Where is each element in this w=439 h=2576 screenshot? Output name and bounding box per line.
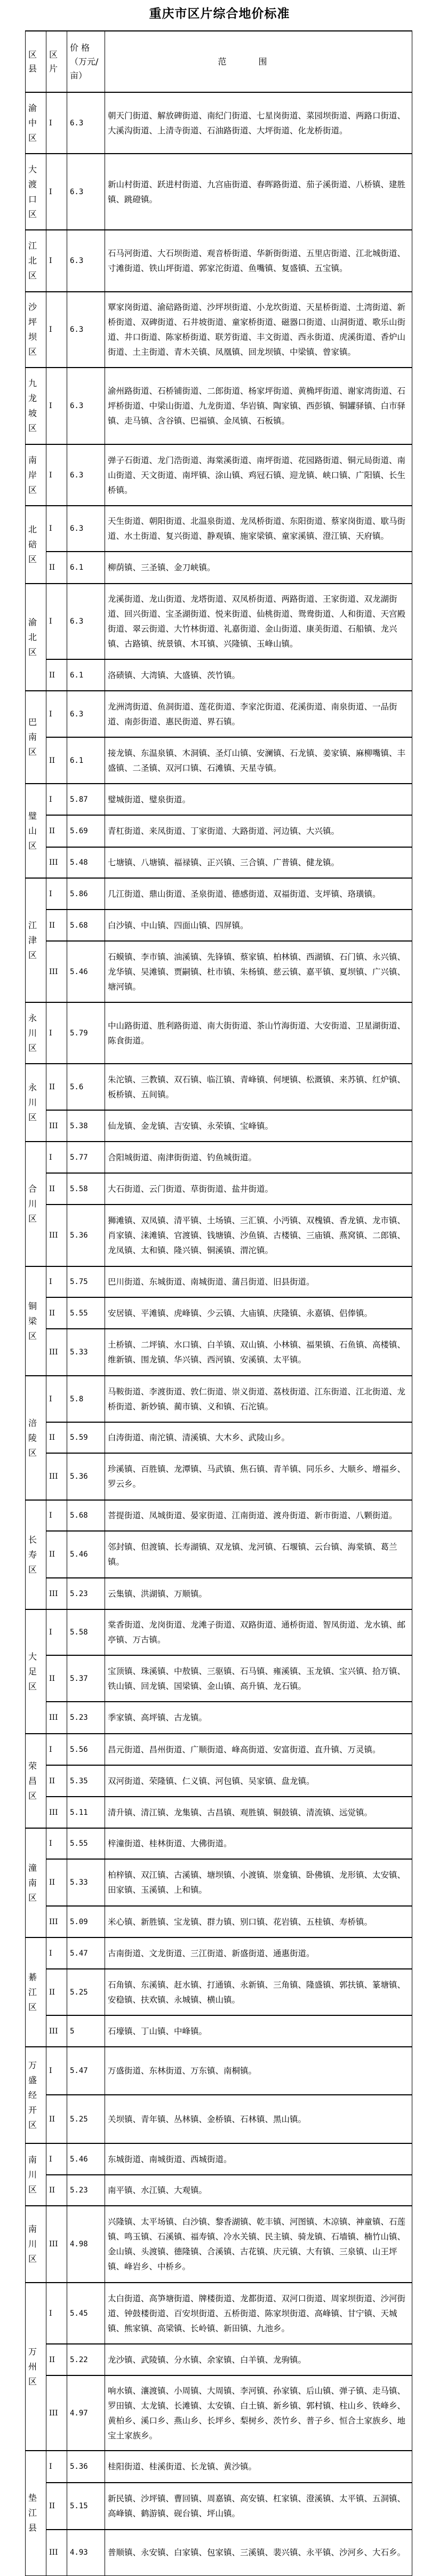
price-cell: 5.15 bbox=[67, 2483, 105, 2530]
table-row bbox=[26, 815, 412, 847]
price-cell: 5.69 bbox=[67, 815, 105, 847]
scope-cell: 七塘镇、八塘镇、福禄镇、正兴镇、三合镇、广普镇、健龙镇。 bbox=[105, 847, 412, 878]
county-cell bbox=[26, 878, 46, 1002]
county-name: 铜梁区 bbox=[28, 1301, 37, 1341]
price-cell: 5.38 bbox=[67, 1110, 105, 1142]
zone-cell: Ⅰ bbox=[46, 1142, 67, 1173]
price-cell: 5.68 bbox=[67, 910, 105, 941]
table-row bbox=[26, 1969, 412, 2015]
scope-cell: 白涛街道、南沱镇、清溪镇、大木乡、武陵山乡。 bbox=[105, 1422, 412, 1453]
zone-cell: III bbox=[46, 2375, 67, 2451]
price-cell: 6.1 bbox=[67, 737, 105, 784]
scope-cell: 宝顶镇、珠溪镇、中敖镇、三驱镇、石马镇、雍溪镇、玉龙镇、宝兴镇、拾万镇、铁山镇、回龙镇、国梁镇、金山镇、高升镇、龙石镇。 bbox=[105, 1655, 412, 1702]
price-cell: 5.87 bbox=[67, 784, 105, 815]
table-row bbox=[26, 2206, 412, 2283]
scope-cell: 龙沙镇、武陵镇、分水镇、余家镇、白羊镇、龙驹镇。 bbox=[105, 2344, 412, 2375]
table-row bbox=[26, 1453, 412, 1500]
table-row bbox=[26, 784, 412, 815]
county-name: 渝北区 bbox=[28, 617, 37, 657]
price-cell: 5.8 bbox=[67, 1376, 105, 1422]
price-cell: 5.77 bbox=[67, 1142, 105, 1173]
scope-cell: 米心镇、新胜镇、宝龙镇、群力镇、别口镇、花岩镇、五桂镇、寿桥镇。 bbox=[105, 1906, 412, 1937]
scope-cell: 青杠街道、来凤街道、丁家街道、大路街道、河边镇、大兴镇。 bbox=[105, 815, 412, 847]
zone-cell: Ⅰ bbox=[46, 368, 67, 444]
county-name: 巴南区 bbox=[28, 717, 37, 757]
table-row bbox=[26, 1173, 412, 1205]
scope-cell: 普顺镇、永安镇、白家镇、包家镇、三溪镇、裴兴镇、永平镇、沙河乡、大石乡。 bbox=[105, 2530, 412, 2575]
zone-cell: III bbox=[46, 2530, 67, 2575]
scope-cell: 珍溪镇、百胜镇、龙潭镇、马武镇、焦石镇、青羊镇、同乐乡、大顺乡、增福乡、罗云乡。 bbox=[105, 1453, 412, 1500]
county-name: 垫江县 bbox=[28, 2493, 37, 2533]
header-zone: 区片 bbox=[46, 31, 67, 92]
price-cell: 5.59 bbox=[67, 1422, 105, 1453]
zone-cell: Ⅰ bbox=[46, 1376, 67, 1422]
scope-cell: 关坝镇、青年镇、丛林镇、金桥镇、石林镇、黑山镇。 bbox=[105, 2095, 412, 2143]
table-row bbox=[26, 584, 412, 659]
scope-cell: 接龙镇、东温泉镇、木洞镇、圣灯山镇、安澜镇、石龙镇、姜家镇、麻柳嘴镇、丰盛镇、二圣镇、双河口镇、石滩镇、天星寺镇。 bbox=[105, 737, 412, 784]
zone-cell: Ⅰ bbox=[46, 1734, 67, 1765]
scope-cell: 菩提街道、凤城街道、晏家街道、江南街道、渡舟街道、新市街道、八颗街道。 bbox=[105, 1500, 412, 1531]
zone-cell: III bbox=[46, 1797, 67, 1828]
price-cell: 5.75 bbox=[67, 1266, 105, 1297]
table-row bbox=[26, 2175, 412, 2206]
price-cell: 6.3 bbox=[67, 154, 105, 230]
county-name: 涪陵区 bbox=[28, 1417, 37, 1458]
scope-cell: 邻封镇、但渡镇、长寿湖镇、双龙镇、龙河镇、石堰镇、云台镇、海棠镇、葛兰镇。 bbox=[105, 1531, 412, 1578]
zone-cell: III bbox=[46, 1453, 67, 1500]
scope-cell: 朝天门街道、解放碑街道、南纪门街道、七星岗街道、菜园坝街道、两路口街道、大溪沟街道、上清寺街道、石油路街道、大坪街道、化龙桥街道。 bbox=[105, 92, 412, 154]
zone-cell: Ⅰ bbox=[46, 154, 67, 230]
county-cell bbox=[26, 2206, 46, 2283]
table-row bbox=[26, 1266, 412, 1297]
table-row bbox=[26, 1609, 412, 1655]
header-county: 区县 bbox=[26, 31, 46, 92]
price-cell: 5.46 bbox=[67, 2143, 105, 2175]
zone-cell: Ⅰ bbox=[46, 444, 67, 506]
zone-cell: Ⅰ bbox=[46, 1266, 67, 1297]
county-name: 南川区 bbox=[28, 2224, 37, 2264]
table-row bbox=[26, 1937, 412, 1969]
county-name: 江津区 bbox=[28, 920, 37, 960]
price-cell: 5.25 bbox=[67, 1969, 105, 2015]
county-cell bbox=[26, 154, 46, 230]
zone-cell: Ⅰ bbox=[46, 1937, 67, 1969]
table-row bbox=[26, 1142, 412, 1173]
header-price: 价 格（万元/亩） bbox=[67, 31, 105, 92]
price-cell: 5.48 bbox=[67, 847, 105, 878]
zone-cell: II bbox=[46, 910, 67, 941]
scope-cell: 狮滩镇、双凤镇、清平镇、土场镇、三汇镇、小沔镇、双槐镇、香龙镇、龙市镇、肖家镇、涞滩镇、官渡镇、钱塘镇、沙鱼镇、古楼镇、三庙镇、燕窝镇、二郎镇、龙凤镇、太和镇、隆兴镇、铜溪镇、渭沱镇。 bbox=[105, 1205, 412, 1266]
table-row bbox=[26, 2143, 412, 2175]
zone-cell: II bbox=[46, 2344, 67, 2375]
table-row bbox=[26, 2530, 412, 2575]
table-row bbox=[26, 1906, 412, 1937]
table-row bbox=[26, 2451, 412, 2483]
scope-cell: 合阳城街道、南津街街道、钓鱼城街道。 bbox=[105, 1142, 412, 1173]
table-row bbox=[26, 1655, 412, 1702]
zone-cell: III bbox=[46, 1578, 67, 1609]
county-name: 万盛经开区 bbox=[28, 2060, 37, 2130]
zone-cell: II bbox=[46, 2175, 67, 2206]
zone-cell: Ⅰ bbox=[46, 1002, 67, 1064]
table-row bbox=[26, 1329, 412, 1376]
price-cell: 5.37 bbox=[67, 1655, 105, 1702]
scope-cell: 渝州路街道、石桥铺街道、二郎街道、杨家坪街道、黄桷坪街道、谢家湾街道、石坪桥街道、中梁山街道、九龙街道、华岩镇、陶家镇、西彭镇、铜罐驿镇、白市驿镇、走马镇、含谷镇、巴福镇、金凤镇、石板镇。 bbox=[105, 368, 412, 444]
table-row bbox=[26, 92, 412, 154]
county-cell bbox=[26, 368, 46, 444]
price-cell: 6.3 bbox=[67, 584, 105, 659]
zone-cell: Ⅰ bbox=[46, 2143, 67, 2175]
price-cell: 5.33 bbox=[67, 1859, 105, 1906]
price-cell: 5.36 bbox=[67, 1453, 105, 1500]
scope-cell: 双河街道、荣隆镇、仁义镇、河包镇、吴家镇、盘龙镇。 bbox=[105, 1765, 412, 1797]
scope-cell: 云集镇、洪湖镇、万顺镇。 bbox=[105, 1578, 412, 1609]
price-cell: 6.3 bbox=[67, 691, 105, 737]
county-name: 沙坪坝区 bbox=[28, 302, 37, 357]
county-cell bbox=[26, 1828, 46, 1937]
scope-cell: 新民镇、沙坪镇、曹回镇、周嘉镇、高安镇、杠家镇、澄溪镇、太平镇、五洞镇、高峰镇、鹤游镇、砚台镇、坪山镇。 bbox=[105, 2483, 412, 2530]
table-row bbox=[26, 2483, 412, 2530]
price-cell: 5 bbox=[67, 2015, 105, 2047]
table-row bbox=[26, 691, 412, 737]
scope-cell: 梓潼街道、桂林街道、大佛街道。 bbox=[105, 1828, 412, 1859]
price-cell: 5.46 bbox=[67, 1531, 105, 1578]
price-cell: 5.58 bbox=[67, 1609, 105, 1655]
county-cell bbox=[26, 1142, 46, 1266]
table-row bbox=[26, 1765, 412, 1797]
table-row bbox=[26, 1297, 412, 1329]
price-cell: 5.23 bbox=[67, 1578, 105, 1609]
county-name: 綦江区 bbox=[28, 1972, 37, 2012]
zone-cell: Ⅰ bbox=[46, 2451, 67, 2483]
scope-cell: 大石街道、云门街道、草街街道、盐井街道。 bbox=[105, 1173, 412, 1205]
table-row bbox=[26, 368, 412, 444]
price-cell: 5.58 bbox=[67, 1173, 105, 1205]
table-row bbox=[26, 910, 412, 941]
scope-cell: 石蟆镇、李市镇、油溪镇、先锋镇、蔡家镇、柏林镇、西湖镇、石门镇、永兴镇、龙华镇、吴滩镇、贾嗣镇、杜市镇、朱杨镇、慈云镇、嘉平镇、夏坝镇、广兴镇、塘河镇。 bbox=[105, 941, 412, 1002]
zone-cell: Ⅰ bbox=[46, 584, 67, 659]
table-row bbox=[26, 552, 412, 584]
zone-cell: Ⅰ bbox=[46, 878, 67, 910]
table-row bbox=[26, 1828, 412, 1859]
table-row bbox=[26, 1064, 412, 1110]
price-cell: 5.09 bbox=[67, 1906, 105, 1937]
scope-cell: 洛碛镇、大湾镇、大盛镇、茨竹镇。 bbox=[105, 659, 412, 691]
scope-cell: 巴川街道、东城街道、南城街道、蒲吕街道、旧县街道。 bbox=[105, 1266, 412, 1297]
zone-cell: II bbox=[46, 659, 67, 691]
county-cell bbox=[26, 2451, 46, 2575]
scope-cell: 中山路街道、胜利路街道、南大街街道、茶山竹海街道、大安街道、卫星湖街道、陈食街道。 bbox=[105, 1002, 412, 1064]
table-row bbox=[26, 1422, 412, 1453]
county-name: 荣昌区 bbox=[28, 1760, 37, 1801]
table-row bbox=[26, 506, 412, 552]
zone-cell: Ⅰ bbox=[46, 1609, 67, 1655]
county-cell bbox=[26, 230, 46, 292]
county-name: 江北区 bbox=[28, 241, 37, 281]
scope-cell: 南平镇、水江镇、大观镇。 bbox=[105, 2175, 412, 2206]
price-cell: 6.1 bbox=[67, 552, 105, 584]
county-name: 潼南区 bbox=[28, 1862, 37, 1903]
price-cell: 4.93 bbox=[67, 2530, 105, 2575]
table-row bbox=[26, 1859, 412, 1906]
county-cell bbox=[26, 1266, 46, 1376]
price-cell: 5.56 bbox=[67, 1734, 105, 1765]
zone-cell: II bbox=[46, 1859, 67, 1906]
county-cell bbox=[26, 2283, 46, 2451]
county-name: 合川区 bbox=[28, 1184, 37, 1224]
county-name: 渝中区 bbox=[28, 102, 37, 143]
scope-cell: 马鞍街道、李渡街道、敦仁街道、崇义街道、荔枝街道、江东街道、江北街道、龙桥街道、新妙镇、蔺市镇、义和镇、石沱镇。 bbox=[105, 1376, 412, 1422]
zone-cell: III bbox=[46, 2206, 67, 2283]
county-cell bbox=[26, 506, 46, 584]
scope-cell: 石角镇、东溪镇、赶水镇、打通镇、永新镇、三角镇、隆盛镇、郭扶镇、篆塘镇、安稳镇、扶欢镇、永城镇、横山镇。 bbox=[105, 1969, 412, 2015]
table-row bbox=[26, 941, 412, 1002]
zone-cell: II bbox=[46, 552, 67, 584]
price-cell: 6.3 bbox=[67, 444, 105, 506]
table-row bbox=[26, 230, 412, 292]
county-cell bbox=[26, 2143, 46, 2206]
price-cell: 4.97 bbox=[67, 2375, 105, 2451]
scope-cell: 弹子石街道、龙门浩街道、海棠溪街道、南坪街道、花园路街道、铜元局街道、南山街道、天文街道、南坪镇、涂山镇、鸡冠石镇、迎龙镇、峡口镇、广阳镇、长生桥镇。 bbox=[105, 444, 412, 506]
county-cell bbox=[26, 1376, 46, 1500]
zone-cell: III bbox=[46, 1906, 67, 1937]
scope-cell: 土桥镇、二坪镇、水口镇、白羊镇、双山镇、小林镇、福果镇、石鱼镇、高楼镇、维新镇、围龙镇、华兴镇、西河镇、安溪镇、太平镇。 bbox=[105, 1329, 412, 1376]
price-cell: 5.55 bbox=[67, 1297, 105, 1329]
price-cell: 5.68 bbox=[67, 1500, 105, 1531]
scope-cell: 万盛街道、东林街道、万东镇、南桐镇。 bbox=[105, 2047, 412, 2095]
zone-cell: II bbox=[46, 2095, 67, 2143]
zone-cell: II bbox=[46, 2483, 67, 2530]
zone-cell: II bbox=[46, 1531, 67, 1578]
zone-cell: Ⅰ bbox=[46, 691, 67, 737]
price-cell: 5.86 bbox=[67, 878, 105, 910]
zone-cell: III bbox=[46, 1329, 67, 1376]
price-cell: 6.3 bbox=[67, 230, 105, 292]
table-row bbox=[26, 1531, 412, 1578]
price-cell: 5.79 bbox=[67, 1002, 105, 1064]
scope-cell: 朱沱镇、三教镇、双石镇、临江镇、青峰镇、何埂镇、松溉镇、来苏镇、红炉镇、板桥镇、五间镇。 bbox=[105, 1064, 412, 1110]
county-cell bbox=[26, 92, 46, 154]
scope-cell: 古南街道、文龙街道、三江街道、新盛街道、通惠街道。 bbox=[105, 1937, 412, 1969]
zone-cell: III bbox=[46, 1702, 67, 1734]
zone-cell: III bbox=[46, 2015, 67, 2047]
county-cell bbox=[26, 691, 46, 784]
land-price-table bbox=[25, 30, 412, 2576]
scope-cell: 龙溪街道、龙山街道、龙塔街道、双凤桥街道、两路街道、王家街道、双龙湖街道、回兴街道、宝圣湖街道、悦来街道、仙桃街道、鸳鸯街道、人和街道、天宫殿街道、翠云街道、大竹林街道、礼嘉街道、金山街道、康美街道、石船镇、龙兴镇、古路镇、统景镇、木耳镇、兴隆镇、玉峰山镇。 bbox=[105, 584, 412, 659]
header-scope: 范围 bbox=[105, 31, 412, 92]
county-name: 璧山区 bbox=[28, 810, 37, 851]
price-cell: 6.3 bbox=[67, 506, 105, 552]
price-cell: 5.55 bbox=[67, 1828, 105, 1859]
table-row bbox=[26, 2283, 412, 2344]
table-row bbox=[26, 659, 412, 691]
county-name: 长寿区 bbox=[28, 1534, 37, 1575]
table-row bbox=[26, 444, 412, 506]
zone-cell: Ⅰ bbox=[46, 1500, 67, 1531]
scope-cell: 昌元街道、昌州街道、广顺街道、峰高街道、安富街道、直升镇、万灵镇。 bbox=[105, 1734, 412, 1765]
scope-cell: 柏梓镇、双江镇、古溪镇、塘坝镇、小渡镇、崇龛镇、卧佛镇、龙形镇、太安镇、田家镇、玉溪镇、上和镇。 bbox=[105, 1859, 412, 1906]
scope-cell: 兴隆镇、太平场镇、白沙镇、黎香湖镇、乾丰镇、河图镇、木凉镇、神童镇、石莲镇、鸣玉镇、石溪镇、福寿镇、冷水关镇、民主镇、骑龙镇、石墙镇、楠竹山镇、金山镇、头渡镇、德隆镇、合溪镇、古花镇、庆元镇、大有镇、三泉镇、山王坪镇、峰岩乡、中桥乡。 bbox=[105, 2206, 412, 2283]
price-cell: 5.25 bbox=[67, 2095, 105, 2143]
table-row bbox=[26, 1578, 412, 1609]
county-name: 九龙坡区 bbox=[28, 378, 37, 433]
price-cell: 5.23 bbox=[67, 1702, 105, 1734]
zone-cell: II bbox=[46, 737, 67, 784]
price-cell: 5.36 bbox=[67, 1205, 105, 1266]
county-cell bbox=[26, 2047, 46, 2143]
zone-cell: III bbox=[46, 941, 67, 1002]
scope-cell: 仙龙镇、金龙镇、吉安镇、永荣镇、宝峰镇。 bbox=[105, 1110, 412, 1142]
price-cell: 6.1 bbox=[67, 659, 105, 691]
price-cell: 5.47 bbox=[67, 1937, 105, 1969]
table-header-row bbox=[26, 31, 412, 92]
zone-cell: III bbox=[46, 847, 67, 878]
scope-cell: 石马河街道、大石坝街道、观音桥街道、华新街街道、五里店街道、江北城街道、寸滩街道、铁山坪街道、郭家沱街道、鱼嘴镇、复盛镇、五宝镇。 bbox=[105, 230, 412, 292]
scope-cell: 龙洲湾街道、鱼洞街道、莲花街道、李家沱街道、花溪街道、南泉街道、一品街道、南彭街道、惠民街道、界石镇。 bbox=[105, 691, 412, 737]
table-row bbox=[26, 2015, 412, 2047]
county-cell bbox=[26, 1002, 46, 1064]
table-row bbox=[26, 737, 412, 784]
table-row bbox=[26, 1734, 412, 1765]
county-name: 永川区 bbox=[28, 1012, 37, 1053]
county-cell bbox=[26, 1937, 46, 2047]
scope-cell: 几江街道、鼎山街道、圣泉街道、德感街道、双福街道、支坪镇、珞璜镇。 bbox=[105, 878, 412, 910]
price-cell: 4.98 bbox=[67, 2206, 105, 2283]
table-row bbox=[26, 847, 412, 878]
scope-cell: 季家镇、高坪镇、古龙镇。 bbox=[105, 1702, 412, 1734]
scope-cell: 天生街道、朝阳街道、北温泉街道、龙凤桥街道、东阳街道、蔡家岗街道、歇马街道、水土街道、复兴街道、静观镇、施家梁镇、童家溪镇、澄江镇、天府镇。 bbox=[105, 506, 412, 552]
price-cell: 5.22 bbox=[67, 2344, 105, 2375]
table-body bbox=[26, 92, 412, 2575]
scope-cell: 石壕镇、丁山镇、中峰镇。 bbox=[105, 2015, 412, 2047]
zone-cell: Ⅰ bbox=[46, 784, 67, 815]
price-cell: 5.23 bbox=[67, 2175, 105, 2206]
table-row bbox=[26, 154, 412, 230]
zone-cell: II bbox=[46, 1422, 67, 1453]
county-cell bbox=[26, 444, 46, 506]
table-row bbox=[26, 1500, 412, 1531]
price-cell: 6.3 bbox=[67, 292, 105, 368]
scope-cell: 棠香街道、龙岗街道、龙滩子街道、双路街道、通桥街道、智凤街道、龙水镇、邮亭镇、万古镇。 bbox=[105, 1609, 412, 1655]
county-cell bbox=[26, 1734, 46, 1828]
zone-cell: Ⅰ bbox=[46, 2283, 67, 2344]
page-title: 重庆市区片综合地价标准 bbox=[149, 6, 290, 21]
county-name: 北碚区 bbox=[28, 524, 37, 564]
price-cell: 6.3 bbox=[67, 92, 105, 154]
county-name: 南岸区 bbox=[28, 454, 37, 495]
table-row bbox=[26, 2344, 412, 2375]
price-cell: 6.3 bbox=[67, 368, 105, 444]
scope-cell: 清升镇、清江镇、龙集镇、古昌镇、观胜镇、铜鼓镇、清流镇、远觉镇。 bbox=[105, 1797, 412, 1828]
zone-cell: Ⅰ bbox=[46, 2047, 67, 2095]
scope-cell: 璧城街道、璧泉街道。 bbox=[105, 784, 412, 815]
scope-cell: 太白街道、高笋塘街道、牌楼街道、龙都街道、双河口街道、周家坝街道、沙河街道、钟鼓楼街道、百安坝街道、五桥街道、陈家坝街道、高峰镇、甘宁镇、天城镇、熊家镇、高梁镇、长岭镇、新田镇、九池乡。 bbox=[105, 2283, 412, 2344]
price-cell: 5.46 bbox=[67, 941, 105, 1002]
price-cell: 5.35 bbox=[67, 1765, 105, 1797]
zone-cell: III bbox=[46, 1110, 67, 1142]
zone-cell: III bbox=[46, 1205, 67, 1266]
zone-cell: Ⅰ bbox=[46, 92, 67, 154]
zone-cell: II bbox=[46, 1969, 67, 2015]
county-name: 万州区 bbox=[28, 2346, 37, 2387]
county-cell bbox=[26, 784, 46, 878]
zone-cell: II bbox=[46, 1173, 67, 1205]
price-cell: 5.36 bbox=[67, 2451, 105, 2483]
scope-cell: 东城街道、南城街道、西城街道。 bbox=[105, 2143, 412, 2175]
county-cell bbox=[26, 1609, 46, 1734]
zone-cell: Ⅰ bbox=[46, 230, 67, 292]
county-cell bbox=[26, 584, 46, 691]
scope-cell: 安居镇、平滩镇、虎峰镇、少云镇、大庙镇、庆隆镇、永嘉镇、侣俸镇。 bbox=[105, 1297, 412, 1329]
county-name: 大足区 bbox=[28, 1651, 37, 1692]
zone-cell: Ⅰ bbox=[46, 506, 67, 552]
table-row bbox=[26, 2047, 412, 2095]
table-row bbox=[26, 1376, 412, 1422]
scope-cell: 新山村街道、跃进村街道、九宫庙街道、春晖路街道、茄子溪街道、八桥镇、建胜镇、跳磴镇。 bbox=[105, 154, 412, 230]
county-cell bbox=[26, 1064, 46, 1142]
scope-cell: 白沙镇、中山镇、四面山镇、四屏镇。 bbox=[105, 910, 412, 941]
price-cell: 5.33 bbox=[67, 1329, 105, 1376]
county-cell bbox=[26, 292, 46, 368]
table-row bbox=[26, 1797, 412, 1828]
table-row bbox=[26, 2375, 412, 2451]
table-row bbox=[26, 1002, 412, 1064]
zone-cell: II bbox=[46, 1655, 67, 1702]
table-row bbox=[26, 292, 412, 368]
scope-cell: 覃家岗街道、渝碚路街道、沙坪坝街道、小龙坎街道、天星桥街道、土湾街道、新桥街道、双碑街道、石井坡街道、童家桥街道、磁器口街道、山洞街道、歌乐山街道、井口街道、陈家桥街道、联芳街道、丰文街道、西永街道、虎溪街道、香炉山街道、土主街道、青木关镇、凤凰镇、回龙坝镇、中梁镇、曾家镇。 bbox=[105, 292, 412, 368]
county-name: 永川区 bbox=[28, 1082, 37, 1122]
scope-cell: 桂阳街道、桂溪街道、长龙镇、黄沙镇。 bbox=[105, 2451, 412, 2483]
county-name: 大渡口区 bbox=[28, 164, 37, 219]
county-cell bbox=[26, 1500, 46, 1609]
price-cell: 5.11 bbox=[67, 1797, 105, 1828]
table-row bbox=[26, 1702, 412, 1734]
zone-cell: II bbox=[46, 1765, 67, 1797]
table-row bbox=[26, 1205, 412, 1266]
zone-cell: Ⅰ bbox=[46, 292, 67, 368]
zone-cell: II bbox=[46, 1064, 67, 1110]
county-name: 南川区 bbox=[28, 2154, 37, 2195]
price-cell: 5.47 bbox=[67, 2047, 105, 2095]
zone-cell: II bbox=[46, 815, 67, 847]
price-cell: 5.6 bbox=[67, 1064, 105, 1110]
table-row bbox=[26, 878, 412, 910]
scope-cell: 响水镇、瀼渡镇、小周镇、大周镇、李河镇、孙家镇、后山镇、弹子镇、走马镇、罗田镇、太龙镇、长滩镇、太安镇、白土镇、新乡镇、郭村镇、柱山乡、铁峰乡、黄柏乡、溪口乡、燕山乡、长坪乡、梨树乡、茨竹乡、普子乡、恒合土家族乡、地宝土家族乡。 bbox=[105, 2375, 412, 2451]
table-row bbox=[26, 2095, 412, 2143]
scope-cell: 柳荫镇、三圣镇、金刀峡镇。 bbox=[105, 552, 412, 584]
table-row bbox=[26, 1110, 412, 1142]
zone-cell: Ⅰ bbox=[46, 1828, 67, 1859]
price-cell: 5.45 bbox=[67, 2283, 105, 2344]
zone-cell: II bbox=[46, 1297, 67, 1329]
